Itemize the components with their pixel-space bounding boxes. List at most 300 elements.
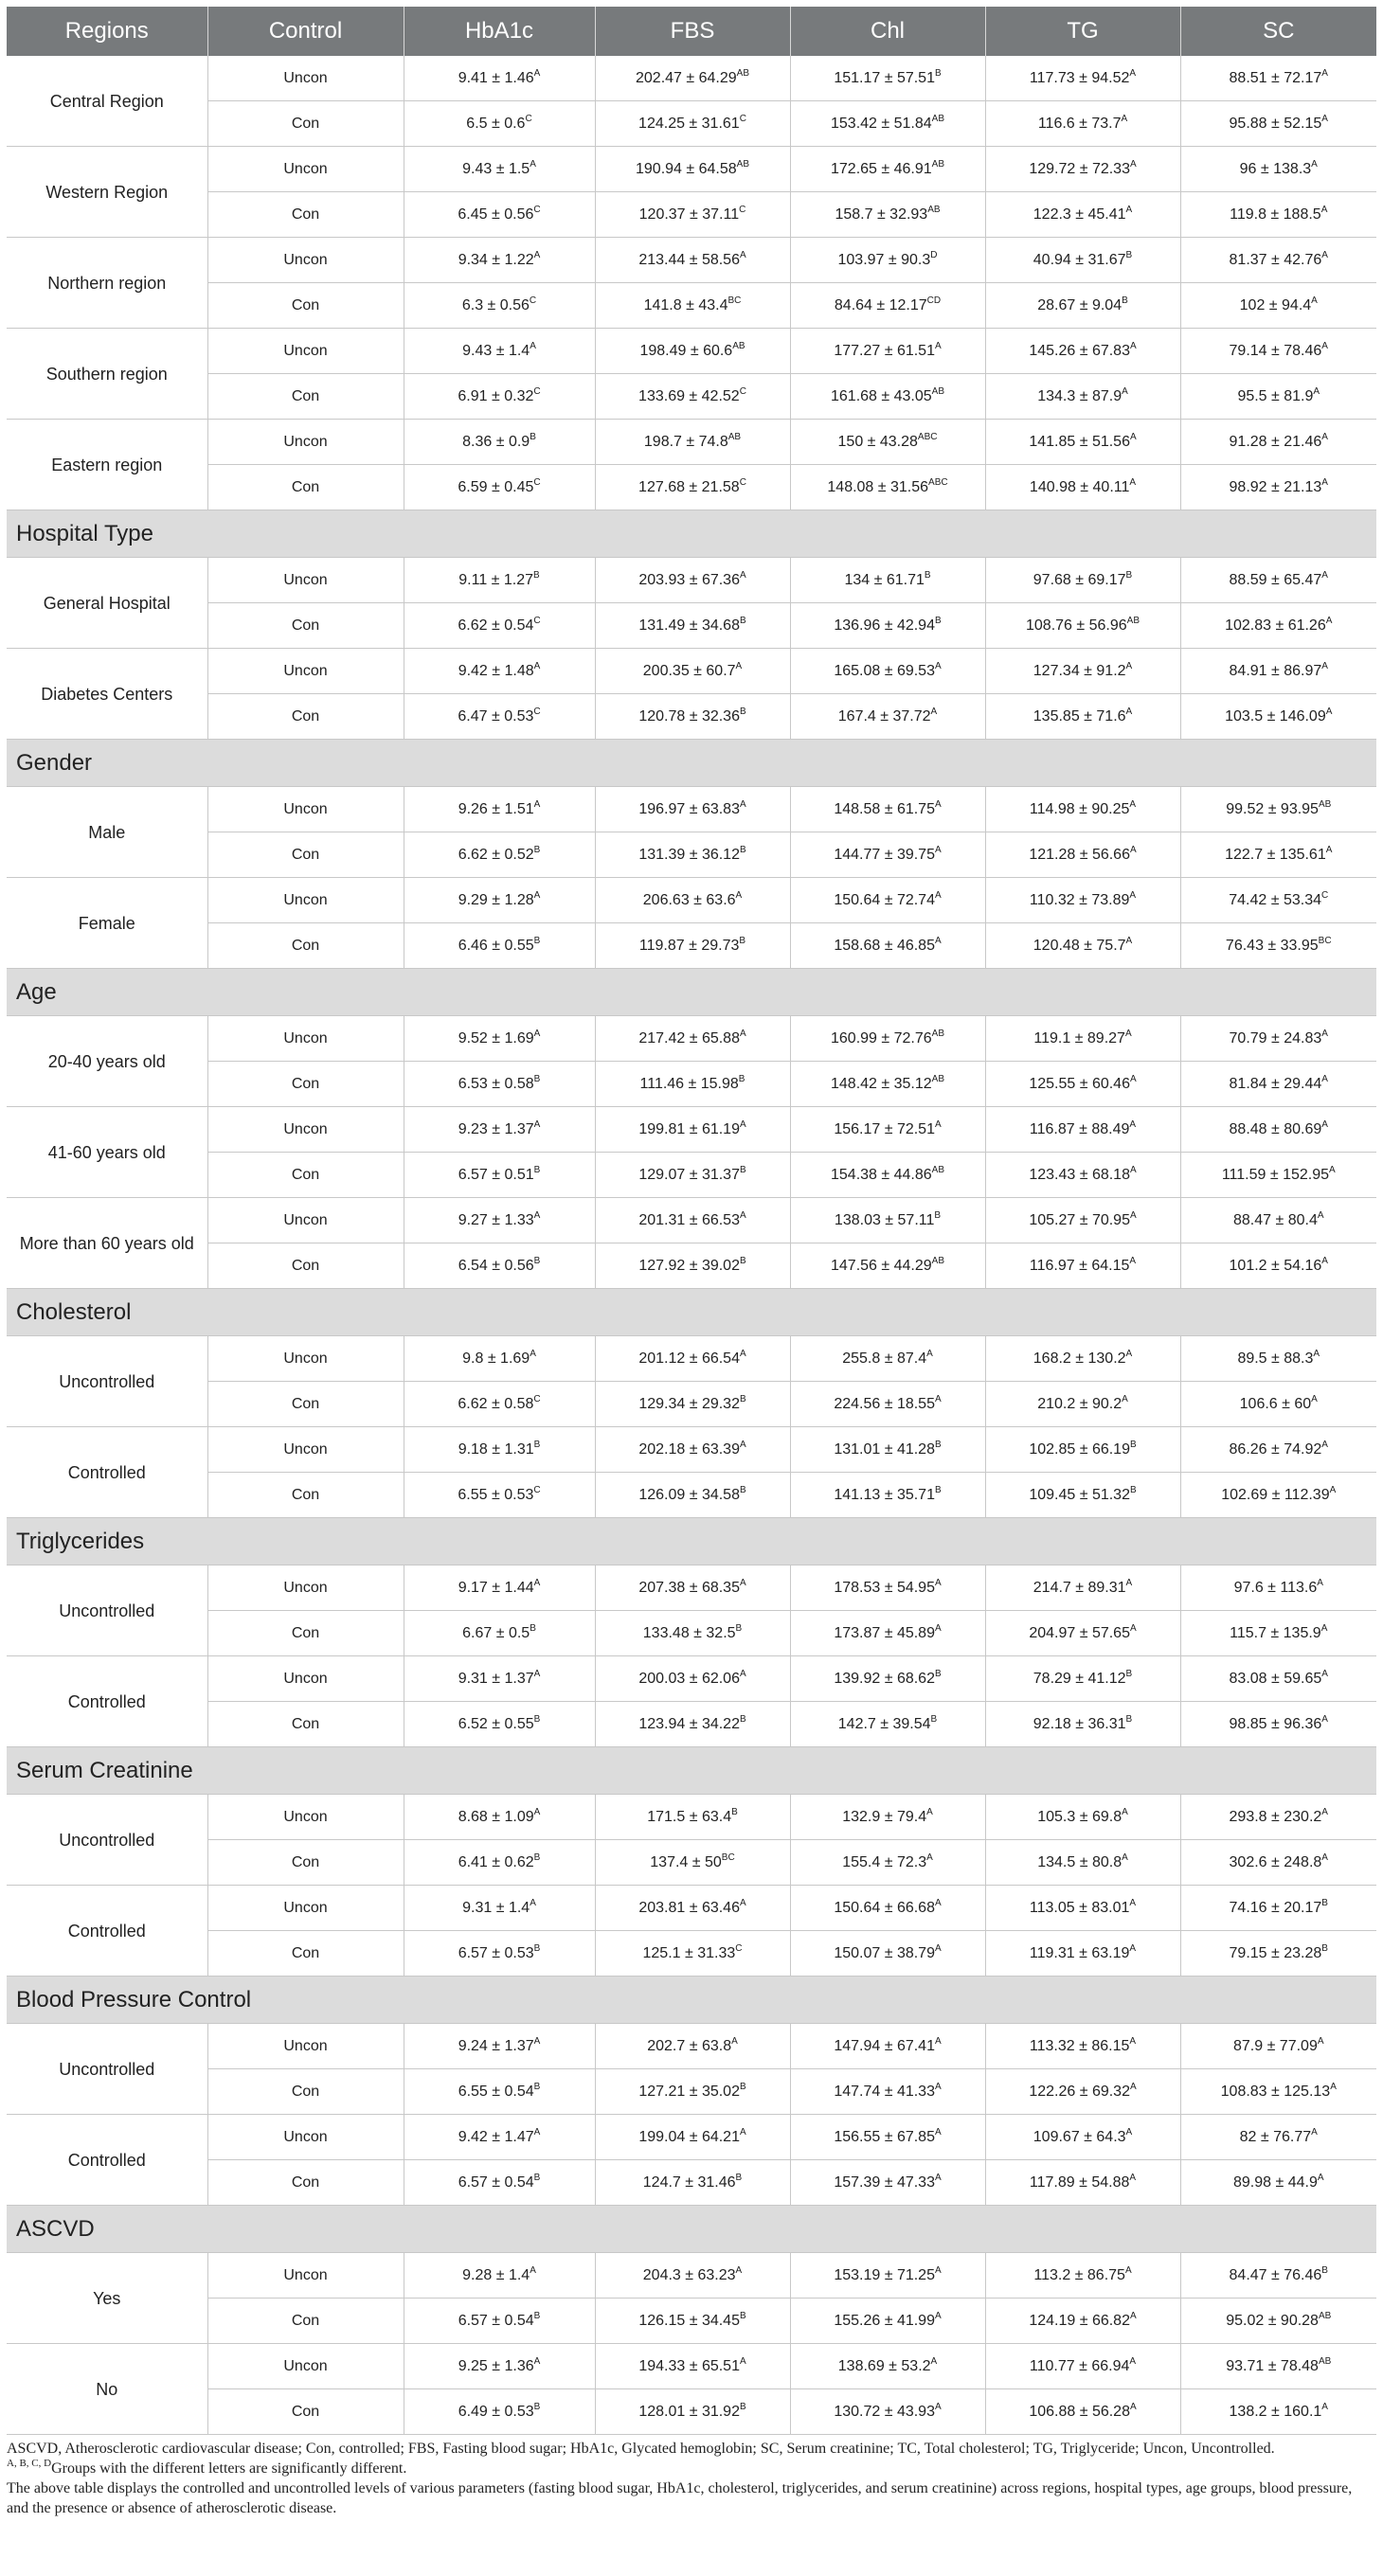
significance-letter: A <box>739 1209 746 1221</box>
header-fbs: FBS <box>595 7 790 56</box>
significance-letter: B <box>739 935 746 946</box>
fbs-cell <box>595 2115 790 2160</box>
hba1c-cell <box>404 923 595 969</box>
value-text: 9.26 ± 1.51 <box>458 800 534 817</box>
value-text: 302.6 ± 248.8 <box>1229 1853 1322 1870</box>
value-text: 141.85 ± 51.56 <box>1029 433 1130 450</box>
value-text: 9.42 ± 1.47 <box>458 2128 534 2145</box>
value-text: 9.41 ± 1.46 <box>458 69 534 86</box>
significance-letter: A <box>533 2126 541 2138</box>
table-row <box>7 1427 1376 1473</box>
sc-cell <box>1180 1153 1376 1198</box>
significance-letter: A <box>1122 1852 1128 1863</box>
sc-cell <box>1180 420 1376 465</box>
tg-cell <box>985 2389 1180 2435</box>
significance-letter: B <box>934 67 942 79</box>
value-text: 78.29 ± 41.12 <box>1033 1670 1126 1687</box>
sc-cell <box>1180 101 1376 147</box>
hba1c-cell <box>404 56 595 101</box>
hba1c-cell <box>404 649 595 694</box>
significance-letter: A <box>739 1439 746 1450</box>
value-text: 124.25 ± 31.61 <box>638 115 740 132</box>
significance-letter: C <box>533 385 541 397</box>
fbs-cell <box>595 1931 790 1977</box>
section-header-row <box>7 1977 1376 2024</box>
significance-letter: B <box>1321 2264 1328 2276</box>
control-cell: Uncon <box>207 1016 404 1062</box>
chl-cell <box>790 2389 985 2435</box>
value-text: 124.19 ± 66.82 <box>1029 2312 1130 2329</box>
control-cell: Uncon <box>207 147 404 192</box>
fbs-cell <box>595 147 790 192</box>
value-text: 6.91 ± 0.32 <box>458 387 534 404</box>
value-text: 126.09 ± 34.58 <box>638 1486 740 1503</box>
table-row <box>7 878 1376 923</box>
significance-letter: B <box>533 1852 541 1863</box>
tg-cell <box>985 1702 1180 1747</box>
significance-letter: A <box>533 2035 541 2047</box>
value-text: 138.69 ± 53.2 <box>837 2357 931 2374</box>
value-text: 6.49 ± 0.53 <box>458 2403 534 2420</box>
significance-letter: A <box>533 249 541 260</box>
significance-letter: C <box>525 113 532 124</box>
value-text: 110.77 ± 66.94 <box>1029 2357 1130 2374</box>
value-text: 83.08 ± 59.65 <box>1229 1670 1322 1687</box>
control-cell: Uncon <box>207 56 404 101</box>
hba1c-cell <box>404 787 595 832</box>
value-text: 150.07 ± 38.79 <box>834 1944 935 1961</box>
sc-cell <box>1180 2299 1376 2344</box>
row-group-label: Uncontrolled <box>7 1565 207 1656</box>
tg-cell <box>985 1336 1180 1382</box>
significance-letter: A <box>934 1393 942 1404</box>
tg-cell <box>985 2115 1180 2160</box>
significance-letter: B <box>533 2081 541 2092</box>
hba1c-cell <box>404 1886 595 1931</box>
chl-cell <box>790 1886 985 1931</box>
row-group-label: Yes <box>7 2253 207 2344</box>
significance-letter: A <box>533 798 541 810</box>
value-text: 198.7 ± 74.8 <box>643 433 728 450</box>
value-text: 79.14 ± 78.46 <box>1229 342 1322 359</box>
value-text: 204.97 ± 57.65 <box>1029 1624 1130 1641</box>
tg-cell <box>985 1840 1180 1886</box>
significance-letter: A <box>1329 1484 1337 1495</box>
row-group-label: Central Region <box>7 56 207 147</box>
value-text: 119.31 ± 63.19 <box>1029 1944 1130 1961</box>
significance-letter: B <box>738 1073 745 1084</box>
value-text: 6.62 ± 0.58 <box>458 1395 534 1412</box>
value-text: 86.26 ± 74.92 <box>1229 1440 1322 1458</box>
significance-letter: A <box>739 2126 746 2138</box>
significance-letter: AB <box>931 113 944 124</box>
table-row <box>7 2115 1376 2160</box>
significance-letter: A <box>1321 569 1328 581</box>
value-text: 138.03 ± 57.11 <box>834 1211 935 1228</box>
value-text: 6.54 ± 0.56 <box>458 1257 534 1274</box>
tg-cell <box>985 1427 1180 1473</box>
value-text: 142.7 ± 39.54 <box>837 1715 931 1732</box>
chl-cell <box>790 923 985 969</box>
control-cell: Uncon <box>207 1795 404 1840</box>
table-row <box>7 329 1376 374</box>
value-text: 119.87 ± 29.73 <box>638 937 740 954</box>
hba1c-cell <box>404 1473 595 1518</box>
hba1c-cell <box>404 1427 595 1473</box>
tg-cell <box>985 1656 1180 1702</box>
significance-letter: A <box>1311 158 1318 170</box>
control-cell: Con <box>207 694 404 740</box>
value-text: 199.81 ± 61.19 <box>638 1120 740 1137</box>
value-text: 196.97 ± 63.83 <box>638 800 740 817</box>
significance-letter: A <box>1129 67 1137 79</box>
control-cell: Con <box>207 2389 404 2435</box>
control-cell: Uncon <box>207 2253 404 2299</box>
value-text: 201.31 ± 66.53 <box>638 1211 740 1228</box>
chl-cell <box>790 283 985 329</box>
hba1c-cell <box>404 878 595 923</box>
value-text: 96 ± 138.3 <box>1239 160 1312 177</box>
fbs-cell <box>595 238 790 283</box>
significance-letter: A <box>934 2126 942 2138</box>
value-text: 9.17 ± 1.44 <box>458 1579 534 1596</box>
sc-cell <box>1180 1243 1376 1289</box>
value-text: 84.91 ± 86.97 <box>1229 662 1322 679</box>
fbs-cell <box>595 1243 790 1289</box>
table-row <box>7 1795 1376 1840</box>
hba1c-cell <box>404 1198 595 1243</box>
significance-letter: A <box>1329 1164 1336 1175</box>
control-cell: Con <box>207 923 404 969</box>
significance-letter: A <box>739 1897 746 1908</box>
data-table <box>7 7 1376 2435</box>
table-row <box>7 1611 1376 1656</box>
significance-letter: A <box>735 660 743 671</box>
hba1c-cell <box>404 374 595 420</box>
significance-letter: A <box>1129 1942 1137 1954</box>
control-cell: Uncon <box>207 649 404 694</box>
significance-letter: A <box>739 569 746 581</box>
significance-letter: AB <box>931 1028 944 1039</box>
significance-letter: B <box>533 844 541 855</box>
significance-letter: AB <box>1318 798 1332 810</box>
significance-letter: A <box>934 2035 942 2047</box>
significance-letter: A <box>1125 1348 1133 1359</box>
significance-letter: C <box>529 295 537 306</box>
hba1c-cell <box>404 329 595 374</box>
significance-letter: A <box>1311 1393 1318 1404</box>
significance-letter: A <box>739 249 746 260</box>
table-row <box>7 694 1376 740</box>
value-text: 76.43 ± 33.95 <box>1225 937 1319 954</box>
significance-letter: BC <box>1318 935 1332 946</box>
hba1c-cell <box>404 2024 595 2069</box>
significance-letter: A <box>533 660 541 671</box>
value-text: 124.7 ± 31.46 <box>642 2174 736 2191</box>
sc-cell <box>1180 923 1376 969</box>
value-text: 116.6 ± 73.7 <box>1037 115 1122 132</box>
value-text: 28.67 ± 9.04 <box>1037 296 1123 313</box>
table-row <box>7 2024 1376 2069</box>
significance-letter: B <box>934 1209 942 1221</box>
value-text: 95.88 ± 52.15 <box>1229 115 1322 132</box>
value-text: 116.87 ± 88.49 <box>1029 1120 1130 1137</box>
value-text: 9.11 ± 1.27 <box>458 571 534 588</box>
significance-letter: A <box>1129 2035 1137 2047</box>
value-text: 144.77 ± 39.75 <box>834 846 935 863</box>
significance-letter: B <box>1125 569 1133 581</box>
fbs-cell <box>595 923 790 969</box>
value-text: 137.4 ± 50 <box>650 1853 722 1870</box>
significance-letter: B <box>533 2401 541 2412</box>
significance-letter: A <box>934 935 942 946</box>
significance-letter: B <box>739 1255 746 1266</box>
sc-cell <box>1180 832 1376 878</box>
table-row <box>7 2160 1376 2206</box>
significance-letter: C <box>533 706 541 717</box>
sc-cell <box>1180 2115 1376 2160</box>
fbs-cell <box>595 192 790 238</box>
control-cell: Con <box>207 283 404 329</box>
fbs-cell <box>595 1656 790 1702</box>
value-text: 8.68 ± 1.09 <box>458 1808 534 1825</box>
sc-cell <box>1180 1611 1376 1656</box>
control-cell: Con <box>207 101 404 147</box>
sc-cell <box>1180 649 1376 694</box>
value-text: 255.8 ± 87.4 <box>842 1350 927 1367</box>
section-title: Triglycerides <box>7 1518 1376 1565</box>
significance-letter: C <box>739 385 746 397</box>
table-row <box>7 1243 1376 1289</box>
value-text: 88.47 ± 80.4 <box>1232 1211 1318 1228</box>
value-text: 201.12 ± 66.54 <box>638 1350 740 1367</box>
sc-cell <box>1180 1840 1376 1886</box>
chl-cell <box>790 1198 985 1243</box>
significance-letter: A <box>739 1348 746 1359</box>
chl-cell <box>790 1016 985 1062</box>
sc-cell <box>1180 56 1376 101</box>
significance-letter: A <box>934 2081 942 2092</box>
value-text: 6.45 ± 0.56 <box>458 206 534 223</box>
sc-cell <box>1180 283 1376 329</box>
significance-letter: A <box>533 1668 541 1679</box>
value-text: 121.28 ± 56.66 <box>1029 846 1130 863</box>
value-text: 200.03 ± 62.06 <box>638 1670 740 1687</box>
hba1c-cell <box>404 2253 595 2299</box>
table-footnotes <box>7 2439 1376 2518</box>
chl-cell <box>790 603 985 649</box>
value-text: 120.78 ± 32.36 <box>638 707 740 724</box>
control-cell: Con <box>207 832 404 878</box>
control-cell: Con <box>207 2160 404 2206</box>
chl-cell <box>790 147 985 192</box>
hba1c-cell <box>404 1702 595 1747</box>
sc-cell <box>1180 603 1376 649</box>
table-body <box>7 56 1376 2435</box>
section-header-row <box>7 740 1376 787</box>
significance-letter: ABC <box>917 431 938 442</box>
significance-letter: B <box>739 1164 746 1175</box>
tg-cell <box>985 2069 1180 2115</box>
tg-cell <box>985 1886 1180 1931</box>
tg-cell <box>985 147 1180 192</box>
significance-letter: A <box>930 2355 938 2367</box>
significance-letter: A <box>533 1118 541 1130</box>
table-row <box>7 603 1376 649</box>
significance-letter: A <box>926 1348 933 1359</box>
value-text: 105.3 ± 69.8 <box>1037 1808 1123 1825</box>
value-text: 6.3 ± 0.56 <box>461 296 530 313</box>
significance-letter: A <box>533 1209 541 1221</box>
tg-cell <box>985 1931 1180 1977</box>
control-cell: Con <box>207 2069 404 2115</box>
value-text: 213.44 ± 58.56 <box>638 251 740 268</box>
chl-cell <box>790 2344 985 2389</box>
hba1c-cell <box>404 1382 595 1427</box>
tg-cell <box>985 787 1180 832</box>
value-text: 206.63 ± 63.6 <box>642 891 736 908</box>
significance-letter: A <box>1129 2310 1137 2321</box>
significance-letter: B <box>930 1713 938 1725</box>
chl-cell <box>790 1931 985 1977</box>
chl-cell <box>790 1702 985 1747</box>
sc-cell <box>1180 2253 1376 2299</box>
significance-letter: B <box>739 615 746 626</box>
fbs-cell <box>595 420 790 465</box>
sc-cell <box>1180 329 1376 374</box>
header-tg: TG <box>985 7 1180 56</box>
table-row <box>7 238 1376 283</box>
value-text: 88.48 ± 80.69 <box>1229 1120 1322 1137</box>
significance-letter: AB <box>1126 615 1140 626</box>
fbs-cell <box>595 2299 790 2344</box>
header-control: Control <box>207 7 404 56</box>
chl-cell <box>790 1795 985 1840</box>
value-text: 97.6 ± 113.6 <box>1233 1579 1318 1596</box>
value-text: 202.47 ± 64.29 <box>636 69 737 86</box>
value-text: 108.83 ± 125.13 <box>1220 2083 1331 2100</box>
control-cell: Uncon <box>207 787 404 832</box>
value-text: 120.37 ± 37.11 <box>638 206 740 223</box>
value-text: 103.97 ± 90.3 <box>837 251 931 268</box>
significance-letter: A <box>735 889 743 901</box>
value-text: 153.42 ± 51.84 <box>831 115 932 132</box>
sc-cell <box>1180 2344 1376 2389</box>
value-text: 158.68 ± 46.85 <box>834 937 935 954</box>
fbs-cell <box>595 283 790 329</box>
significance-letter: B <box>1129 1439 1137 1450</box>
value-text: 9.43 ± 1.4 <box>462 342 530 359</box>
tg-cell <box>985 558 1180 603</box>
significance-letter: A <box>934 1942 942 1954</box>
fbs-cell <box>595 2389 790 2435</box>
hba1c-cell <box>404 1062 595 1107</box>
value-text: 141.13 ± 35.71 <box>834 1486 935 1503</box>
value-text: 6.52 ± 0.55 <box>458 1715 534 1732</box>
tg-cell <box>985 2253 1180 2299</box>
fbs-cell <box>595 649 790 694</box>
row-group-label: No <box>7 2344 207 2435</box>
significance-letter: A <box>1321 340 1328 351</box>
significance-letter: A <box>1317 1577 1323 1588</box>
table-row <box>7 1702 1376 1747</box>
significance-letter: A <box>1321 1118 1328 1130</box>
value-text: 125.1 ± 31.33 <box>642 1944 736 1961</box>
value-text: 210.2 ± 90.2 <box>1037 1395 1123 1412</box>
value-text: 139.92 ± 68.62 <box>834 1670 935 1687</box>
tg-cell <box>985 192 1180 238</box>
section-header-row <box>7 510 1376 558</box>
chl-cell <box>790 1840 985 1886</box>
significance-letter: B <box>934 1668 942 1679</box>
value-text: 155.26 ± 41.99 <box>834 2312 935 2329</box>
fbs-cell <box>595 1473 790 1518</box>
value-text: 158.7 ± 32.93 <box>835 206 928 223</box>
sc-cell <box>1180 1016 1376 1062</box>
hba1c-cell <box>404 1840 595 1886</box>
value-text: 160.99 ± 72.76 <box>831 1029 932 1046</box>
value-text: 9.42 ± 1.48 <box>458 662 534 679</box>
value-text: 6.57 ± 0.53 <box>458 1944 534 1961</box>
chl-cell <box>790 2299 985 2344</box>
table-row <box>7 1656 1376 1702</box>
section-header-row <box>7 2206 1376 2253</box>
significance-letter: A <box>926 1852 933 1863</box>
fbs-cell <box>595 1336 790 1382</box>
significance-letter: AB <box>931 1073 944 1084</box>
significance-letter: B <box>1129 1484 1137 1495</box>
chl-cell <box>790 694 985 740</box>
section-title: Age <box>7 969 1376 1016</box>
significance-letter: B <box>533 1164 541 1175</box>
significance-letter: B <box>1321 1897 1328 1908</box>
fbs-cell <box>595 2024 790 2069</box>
row-group-label: 20-40 years old <box>7 1016 207 1107</box>
significance-letter: C <box>533 615 541 626</box>
table-row <box>7 787 1376 832</box>
value-text: 9.31 ± 1.4 <box>462 1899 530 1916</box>
value-text: 115.7 ± 135.9 <box>1230 1624 1321 1641</box>
control-cell: Con <box>207 2299 404 2344</box>
value-text: 147.56 ± 44.29 <box>831 1257 932 1274</box>
value-text: 95.02 ± 90.28 <box>1226 2312 1319 2329</box>
control-cell: Con <box>207 1840 404 1886</box>
table-row <box>7 192 1376 238</box>
significance-letter: B <box>739 844 746 855</box>
value-text: 6.46 ± 0.55 <box>458 937 534 954</box>
value-text: 198.49 ± 60.6 <box>639 342 733 359</box>
sc-cell <box>1180 1382 1376 1427</box>
significance-letter: A <box>1125 204 1133 215</box>
significance-letter: B <box>1321 1942 1328 1954</box>
value-text: 6.62 ± 0.54 <box>458 617 534 634</box>
significance-letter: A <box>934 1622 942 1634</box>
value-text: 102.69 ± 112.39 <box>1221 1486 1330 1503</box>
value-text: 102 ± 94.4 <box>1239 296 1312 313</box>
significance-letter: B <box>530 1622 536 1634</box>
significance-letter: A <box>1321 1806 1328 1817</box>
hba1c-cell <box>404 2299 595 2344</box>
fbs-cell <box>595 101 790 147</box>
significance-letter: A <box>731 2035 738 2047</box>
table-row <box>7 1198 1376 1243</box>
significance-letter: A <box>1311 295 1318 306</box>
value-text: 129.72 ± 72.33 <box>1029 160 1130 177</box>
row-group-label: Diabetes Centers <box>7 649 207 740</box>
control-cell: Uncon <box>207 558 404 603</box>
significance-letter: A <box>1129 1622 1137 1634</box>
significance-letter: B <box>731 1806 738 1817</box>
